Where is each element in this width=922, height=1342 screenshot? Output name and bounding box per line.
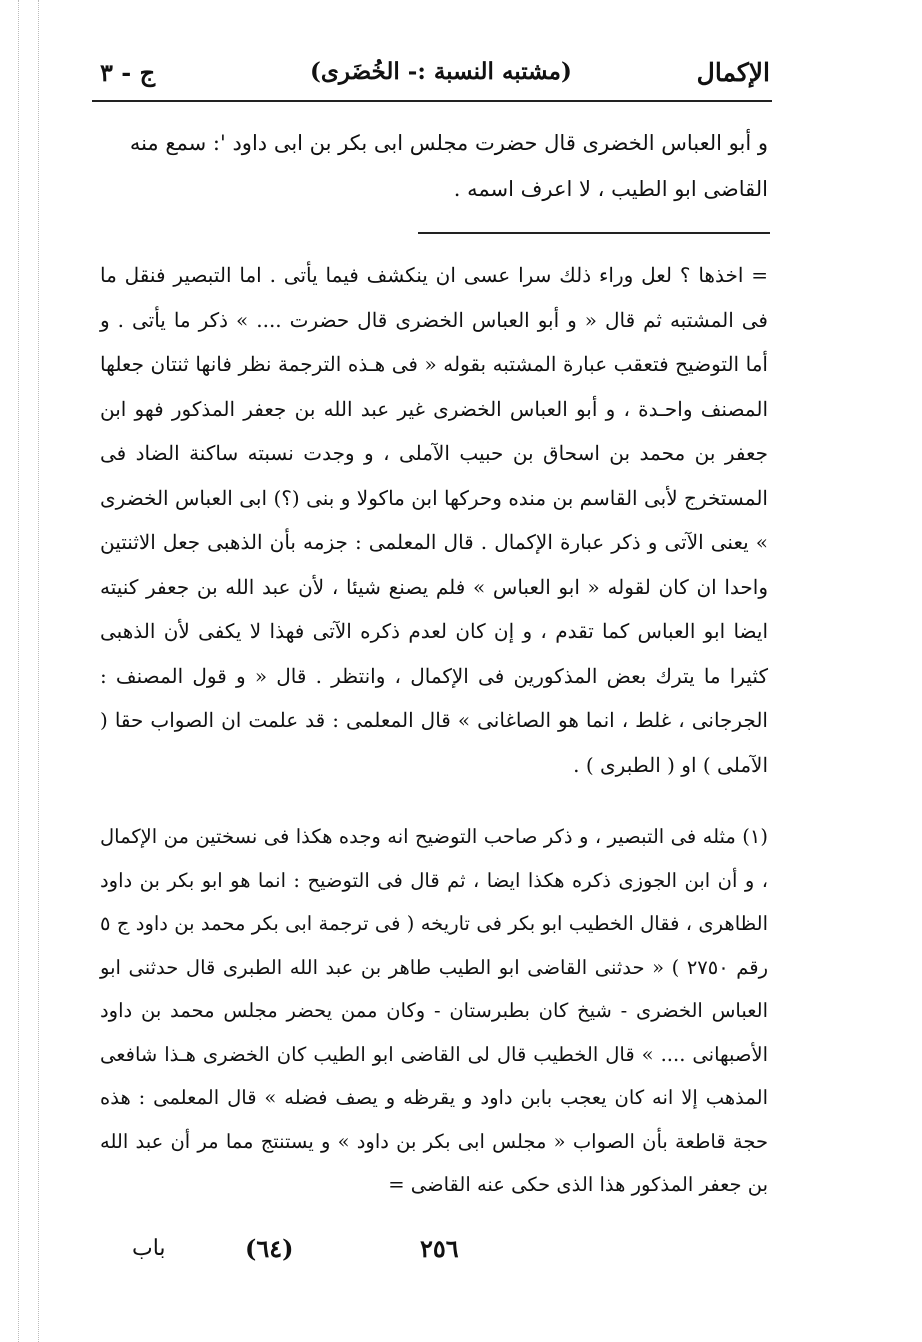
main-text-line: و أبو العباس الخضرى قال حضرت مجلس ابى بكر بن ابى داود ': سمع منه (129, 131, 768, 155)
running-header (90, 58, 780, 94)
page-number: ٢٥٦ (420, 1234, 459, 1263)
scan-margin-line (38, 0, 39, 1342)
marginal-number: (٦٤) (245, 1234, 294, 1263)
footnote-1 (100, 815, 768, 1207)
header-rule (92, 100, 772, 102)
main-text (100, 120, 768, 212)
footnote-separator (418, 232, 770, 234)
main-text-line: القاضى ابو الطيب ، لا اعرف اسمه . (453, 177, 768, 201)
volume-label: ج - ٣ (100, 58, 156, 87)
page-footer (120, 1234, 800, 1274)
footnote-paragraph: = اخذها ؟ لعل وراء ذلك سرا عسى ان ينكشف فيما يأتى . اما التبصير فنقل ما فى المشتبه ثم قال « و أبو العباس الخضرى قال حضرت .... » ذكر ما يأتى . و أما التوضيح فتعقب عبارة المشتبه بقوله « فى هـذه الترجمة نظر فانها ثنتان جعلها المصنف واحـدة ، و أبو العباس الخضرى غير عبد الله بن جعفر المذكور فهو ابن جعفر بن محمد بن اسحاق بن حبيب الآملى ، و وجدت نسبته ساكنة الضاد فى المستخرج لأبى القاسم بن منده وحركها ابن ماكولا و بنى (؟) ابى العباس الخضرى » يعنى الآتى و ذكر عبارة الإكمال . قال المعلمى : جزمه بأن الذهبى جعل الاثنتين واحدا ان كان لقوله « ابو العباس » فلم يصنع شيئا ، لأن عبد الله بن جعفر كنيته ايضا ابو العباس كما تقدم ، و إن كان لعدم ذكره الآتى فهذا لا يكفى لأن الذهبى كثيرا ما يترك بعض المذكورين فى الإكمال ، وانتظر . قال « و قول المصنف : الجرجانى ، غلط ، انما هو الصاغانى » قال المعلمى : قد علمت ان الصواب حقا ( الآملى ) او ( الطبرى ) . (100, 263, 768, 777)
book-title: الإكمال (696, 58, 770, 87)
catchword: باب (132, 1236, 166, 1261)
footnote-continuation (100, 253, 768, 787)
section-title: (مشتبه النسبة :- الخُضَرى) (310, 58, 572, 85)
footnote-paragraph: (١) مثله فى التبصير ، و ذكر صاحب التوضيح انه وجده هكذا فى نسختين من الإكمال ، و أن ابن الجوزى ذكره هكذا ايضا ، ثم قال فى التوضيح : انما هو ابو بكر بن داود الظاهرى ، فقال الخطيب ابو بكر فى تاريخه ( فى ترجمة ابى بكر محمد بن داود ج ٥ رقم ٢٧٥٠ ) « حدثنى القاضى ابو الطيب طاهر بن عبد الله الطبرى قال حدثنى ابو العباس الخضرى - شيخ كان بطبرستان - وكان ممن يحضر مجلس محمد بن داود الأصبهانى .... » قال الخطيب قال لى القاضى ابو الطيب كان الخضرى هـذا شافعى المذهب إلا انه كان يعجب بابن داود و يقرظه و يصف فضله » قال المعلمى : هذه حجة قاطعة بأن الصواب « مجلس ابى بكر بن داود » و يستنتج مما مر أن عبد الله بن جعفر المذكور هذا الذى حكى عنه القاضى = (100, 825, 768, 1196)
scan-margin-line (18, 0, 19, 1342)
